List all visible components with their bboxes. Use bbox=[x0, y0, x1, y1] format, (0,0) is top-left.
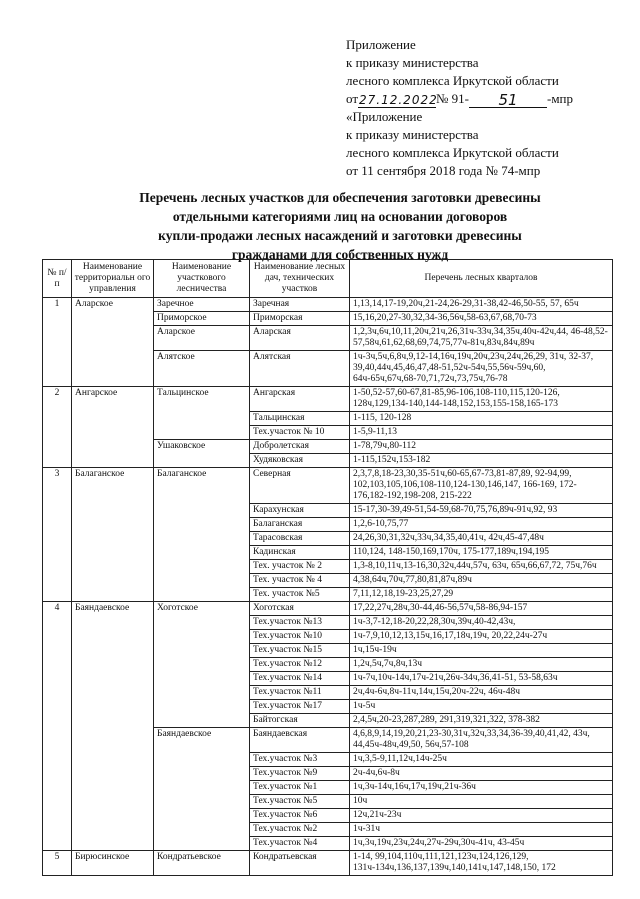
table-row bbox=[43, 298, 613, 312]
cell-quarters: 1-5,9-11,13 bbox=[350, 426, 613, 440]
cell-quarters: 1-50,52-57,60-67,81-85,96-106,108-110,115,120-126, 128ч,129,134-140,144-148,152,153,155-158,165-173 bbox=[350, 387, 613, 412]
cell-quarters: 1,13,14,17-19,20ч,21-24,26-29,31-38,42-46,50-55, 57, 65ч bbox=[350, 298, 613, 312]
title-line: Перечень лесных участков для обеспечения заготовки древесины bbox=[139, 190, 541, 205]
cell-forest-dacha: Тех.участок №11 bbox=[250, 686, 350, 700]
cell-quarters: 1,3-8,10,11ч,13-16,30,32ч,44ч,57ч, 63ч, 65ч,66,67,72, 75ч,76ч bbox=[350, 560, 613, 574]
cell-quarters: 15,16,20,27-30,32,34-36,56ч,58-63,67,68,70-73 bbox=[350, 312, 613, 326]
cell-quarters: 24,26,30,31,32ч,33ч,34,35,40,41ч, 42ч,45-47,48ч bbox=[350, 532, 613, 546]
cell-quarters: 1ч,3ч,19ч,23ч,24ч,27ч-29ч,30ч-41ч, 43-45ч bbox=[350, 837, 613, 851]
cell-territorial-office: Бирюсинское bbox=[72, 851, 154, 876]
cell-district-forestry: Алятское bbox=[154, 351, 250, 387]
appendix-line: Приложение bbox=[346, 37, 416, 52]
cell-quarters: 1ч,15ч-19ч bbox=[350, 644, 613, 658]
cell-forest-dacha: Тех.участок №17 bbox=[250, 700, 350, 714]
cell-quarters: 12ч,21ч-23ч bbox=[350, 809, 613, 823]
appendix-block bbox=[346, 36, 636, 180]
cell-forest-dacha: Тех.участок №5 bbox=[250, 795, 350, 809]
header-quarters-list: Перечень лесных кварталов bbox=[350, 260, 613, 298]
table-row bbox=[43, 851, 613, 876]
cell-forest-dacha: Тех.участок №9 bbox=[250, 767, 350, 781]
cell-territorial-office: Баяндаевское bbox=[72, 602, 154, 851]
appendix-line: лесного комплекса Иркутской области bbox=[346, 73, 559, 88]
cell-forest-dacha: Тех. участок № 2 bbox=[250, 560, 350, 574]
title-line: гражданами для собственных нужд bbox=[231, 247, 449, 262]
cell-quarters: 10ч bbox=[350, 795, 613, 809]
cell-forest-dacha: Северная bbox=[250, 468, 350, 504]
cell-territorial-office: Балаганское bbox=[72, 468, 154, 602]
header-forest-dacha: Наименование лесных дач, технических участков bbox=[250, 260, 350, 298]
cell-forest-dacha: Тарасовская bbox=[250, 532, 350, 546]
cell-quarters: 15-17,30-39,49-51,54-59,68-70,75,76,89ч-91ч,92, 93 bbox=[350, 504, 613, 518]
cell-forest-dacha: Кондратьевская bbox=[250, 851, 350, 876]
cell-number: 4 bbox=[43, 602, 72, 851]
cell-forest-dacha: Тех.участок №13 bbox=[250, 616, 350, 630]
cell-district-forestry: Тальцинское bbox=[154, 387, 250, 440]
cell-quarters: 2,4,5ч,20-23,287,289, 291,319,321,322, 378-382 bbox=[350, 714, 613, 728]
cell-district-forestry: Приморское bbox=[154, 312, 250, 326]
appendix-line: от 11 сентября 2018 года № 74-мпр bbox=[346, 163, 541, 178]
cell-forest-dacha: Алятская bbox=[250, 351, 350, 387]
cell-quarters: 17,22,27ч,28ч,30-44,46-56,57ч,58-86,94-157 bbox=[350, 602, 613, 616]
cell-forest-dacha: Ангарская bbox=[250, 387, 350, 412]
order-number-suffix: -мпр bbox=[547, 91, 574, 106]
cell-quarters: 1,2ч,5ч,7ч,8ч,13ч bbox=[350, 658, 613, 672]
cell-quarters: 7,11,12,18,19-23,25,27,29 bbox=[350, 588, 613, 602]
cell-forest-dacha: Тех.участок №3 bbox=[250, 753, 350, 767]
cell-forest-dacha: Тех.участок №6 bbox=[250, 809, 350, 823]
cell-forest-dacha: Приморская bbox=[250, 312, 350, 326]
table-row bbox=[43, 602, 613, 616]
header-territorial-office: Наименование территориальн ого управления bbox=[72, 260, 154, 298]
document-title bbox=[60, 188, 620, 264]
cell-quarters: 1ч-7,9,10,12,13,15ч,16,17,18ч,19ч, 20,22,24ч-27ч bbox=[350, 630, 613, 644]
cell-forest-dacha: Хоготская bbox=[250, 602, 350, 616]
cell-forest-dacha: Тех.участок №1 bbox=[250, 781, 350, 795]
cell-quarters: 1ч-5ч bbox=[350, 700, 613, 714]
cell-number: 1 bbox=[43, 298, 72, 387]
cell-district-forestry: Ушаковское bbox=[154, 440, 250, 468]
cell-quarters: 4,6,8,9,14,19,20,21,23-30,31ч,32ч,33,34,36-39,40,41,42, 43ч, 44,45ч-48ч,49,50, 56ч,57-108 bbox=[350, 728, 613, 753]
cell-forest-dacha: Тех. участок № 4 bbox=[250, 574, 350, 588]
cell-forest-dacha: Тех.участок №14 bbox=[250, 672, 350, 686]
cell-district-forestry: Хоготское bbox=[154, 602, 250, 728]
cell-forest-dacha: Тех.участок №15 bbox=[250, 644, 350, 658]
cell-forest-dacha: Тех.участок № 10 bbox=[250, 426, 350, 440]
handwritten-number: 51 bbox=[469, 93, 547, 108]
table-body bbox=[43, 298, 613, 876]
cell-number: 3 bbox=[43, 468, 72, 602]
cell-quarters: 1ч-3ч,5ч,6,8ч,9,12-14,16ч,19ч,20ч,23ч,24ч,26,29, 31ч, 32-37, 39,40,44ч,45,46,47,48-51,52ч-54ч,55,56ч-59ч,60, 64ч-65ч,67ч,68-70,71,72ч,73,75ч,76-78 bbox=[350, 351, 613, 387]
cell-forest-dacha: Баяндаевская bbox=[250, 728, 350, 753]
forest-plots-table bbox=[42, 259, 613, 876]
cell-district-forestry: Заречное bbox=[154, 298, 250, 312]
cell-forest-dacha: Заречная bbox=[250, 298, 350, 312]
cell-quarters: 110,124, 148-150,169,170ч, 175-177,189ч,194,195 bbox=[350, 546, 613, 560]
cell-forest-dacha: Байтогская bbox=[250, 714, 350, 728]
header-district-forestry: Наименование участкового лесничества bbox=[154, 260, 250, 298]
table-row bbox=[43, 468, 613, 504]
cell-district-forestry: Аларское bbox=[154, 326, 250, 351]
appendix-line: к приказу министерства bbox=[346, 55, 479, 70]
cell-quarters: 1-115, 120-128 bbox=[350, 412, 613, 426]
title-line: отдельными категориями лиц на основании договоров bbox=[172, 209, 508, 224]
cell-quarters: 1ч-31ч bbox=[350, 823, 613, 837]
cell-quarters: 1ч,3ч-14ч,16ч,17ч,19ч,21ч-36ч bbox=[350, 781, 613, 795]
cell-forest-dacha: Балаганская bbox=[250, 518, 350, 532]
cell-forest-dacha: Тех.участок №12 bbox=[250, 658, 350, 672]
cell-quarters: 1ч-7ч,10ч-14ч,17ч-21ч,26ч-34ч,36,41-51, 53-58,63ч bbox=[350, 672, 613, 686]
cell-forest-dacha: Тех.участок №4 bbox=[250, 837, 350, 851]
cell-district-forestry: Балаганское bbox=[154, 468, 250, 602]
cell-forest-dacha: Карахунская bbox=[250, 504, 350, 518]
cell-quarters: 1ч-3,7-12,18-20,22,28,30ч,39ч,40-42,43ч, bbox=[350, 616, 613, 630]
cell-quarters: 2,3,7,8,18-23,30,35-51ч,60-65,67-73,81-87,89, 92-94,99, 102,103,105,106,108-110,124-130,146,147, 166-169, 172-176,182-192,198-208, 215-222 bbox=[350, 468, 613, 504]
appendix-line: лесного комплекса Иркутской области bbox=[346, 145, 559, 160]
order-number-prefix: № 91- bbox=[436, 91, 469, 106]
cell-quarters: 1ч,3,5-9,11,12ч,14ч-25ч bbox=[350, 753, 613, 767]
handwritten-date: 27.12.2022 bbox=[359, 93, 438, 107]
order-from: от bbox=[346, 91, 359, 106]
appendix-line: к приказу министерства bbox=[346, 127, 479, 142]
cell-quarters: 2ч-4ч,6ч-8ч bbox=[350, 767, 613, 781]
table-header-row bbox=[43, 260, 613, 298]
cell-number: 5 bbox=[43, 851, 72, 876]
cell-forest-dacha: Кадинская bbox=[250, 546, 350, 560]
table-row bbox=[43, 387, 613, 412]
cell-number: 2 bbox=[43, 387, 72, 468]
cell-forest-dacha: Тех.участок №2 bbox=[250, 823, 350, 837]
cell-forest-dacha: Добролетская bbox=[250, 440, 350, 454]
cell-quarters: 2ч,4ч-6ч,8ч-11ч,14ч,15ч,20ч-22ч, 46ч-48ч bbox=[350, 686, 613, 700]
title-line: купли-продажи лесных насаждений и заготовки древесины bbox=[158, 228, 522, 243]
cell-quarters: 1,2,3ч,6ч,10,11,20ч,21ч,26,31ч-33ч,34,35ч,40ч-42ч,44, 46-48,52-57,58ч,61,62,68,69,74,75,77ч-81ч,83ч,84ч,89ч bbox=[350, 326, 613, 351]
header-number: № п/п bbox=[43, 260, 72, 298]
cell-forest-dacha: Худяковская bbox=[250, 454, 350, 468]
cell-quarters: 1,2,6-10,75,77 bbox=[350, 518, 613, 532]
cell-district-forestry: Баяндаевское bbox=[154, 728, 250, 851]
cell-quarters: 1-115,152ч,153-182 bbox=[350, 454, 613, 468]
cell-quarters: 4,38,64ч,70ч,77,80,81,87ч,89ч bbox=[350, 574, 613, 588]
cell-territorial-office: Аларское bbox=[72, 298, 154, 387]
cell-district-forestry: Кондратьевское bbox=[154, 851, 250, 876]
cell-forest-dacha: Тех. участок №5 bbox=[250, 588, 350, 602]
cell-territorial-office: Ангарское bbox=[72, 387, 154, 468]
cell-forest-dacha: Тальцинская bbox=[250, 412, 350, 426]
order-number-line bbox=[346, 90, 636, 108]
cell-forest-dacha: Аларская bbox=[250, 326, 350, 351]
cell-forest-dacha: Тех.участок №10 bbox=[250, 630, 350, 644]
appendix-line: «Приложение bbox=[346, 109, 423, 124]
cell-quarters: 1-14, 99,104,110ч,111,121,123ч,124,126,129, 131ч-134ч,136,137,139ч,140,141ч,147,148,150, 172 bbox=[350, 851, 613, 876]
cell-quarters: 1-78,79ч,80-112 bbox=[350, 440, 613, 454]
